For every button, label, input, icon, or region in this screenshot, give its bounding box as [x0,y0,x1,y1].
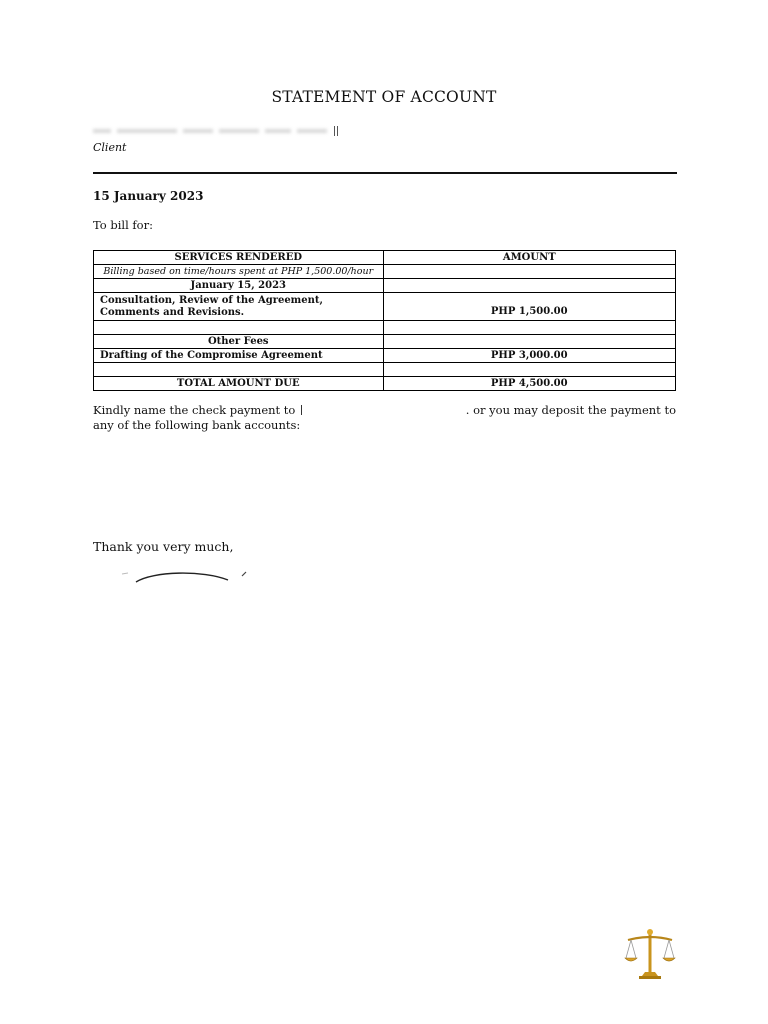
document-title: STATEMENT OF ACCOUNT [271,88,497,106]
table-row [94,321,676,335]
payment-instructions [93,403,676,433]
client-label: Client [93,141,127,154]
billing-basis-note: Billing based on time/hours spent at PHP 1,500.00/hour [94,265,384,279]
total-row [94,377,676,391]
redacted-client-name [93,126,339,136]
empty-cell [94,363,384,377]
amount-cell [383,279,675,293]
scales-of-justice-icon [622,926,678,982]
other-fees-heading: Other Fees [94,335,384,349]
signature-graphic [118,568,258,588]
payment-text-mid: . or you may deposit the payment to [465,403,676,417]
table-row [94,363,676,377]
empty-cell [94,321,384,335]
services-header: SERVICES RENDERED [94,251,384,265]
table-row [94,349,676,363]
service-description: Drafting of the Compromise Agreement [94,349,384,363]
amount-cell [383,265,675,279]
table-row [94,293,676,321]
service-date: January 15, 2023 [94,279,384,293]
total-label: TOTAL AMOUNT DUE [94,377,384,391]
redacted-payee [301,405,302,415]
total-amount: PHP 4,500.00 [383,377,675,391]
table-header-row [94,251,676,265]
amount-cell [383,363,675,377]
divider-line [93,172,677,174]
service-description: Consultation, Review of the Agreement, Comments and Revisions. [94,293,384,321]
billing-table [93,250,676,391]
table-row [94,335,676,349]
to-bill-label: To bill for: [93,218,153,232]
amount-cell: PHP 3,000.00 [383,349,675,363]
table-row [94,265,676,279]
amount-header: AMOUNT [383,251,675,265]
amount-cell [383,335,675,349]
amount-cell [383,321,675,335]
table-row [94,279,676,293]
payment-text-end: any of the following bank accounts: [93,418,301,432]
closing-text: Thank you very much, [93,539,234,554]
statement-date: 15 January 2023 [93,189,204,203]
amount-cell: PHP 1,500.00 [383,293,675,321]
payment-text-start: Kindly name the check payment to [93,403,296,417]
